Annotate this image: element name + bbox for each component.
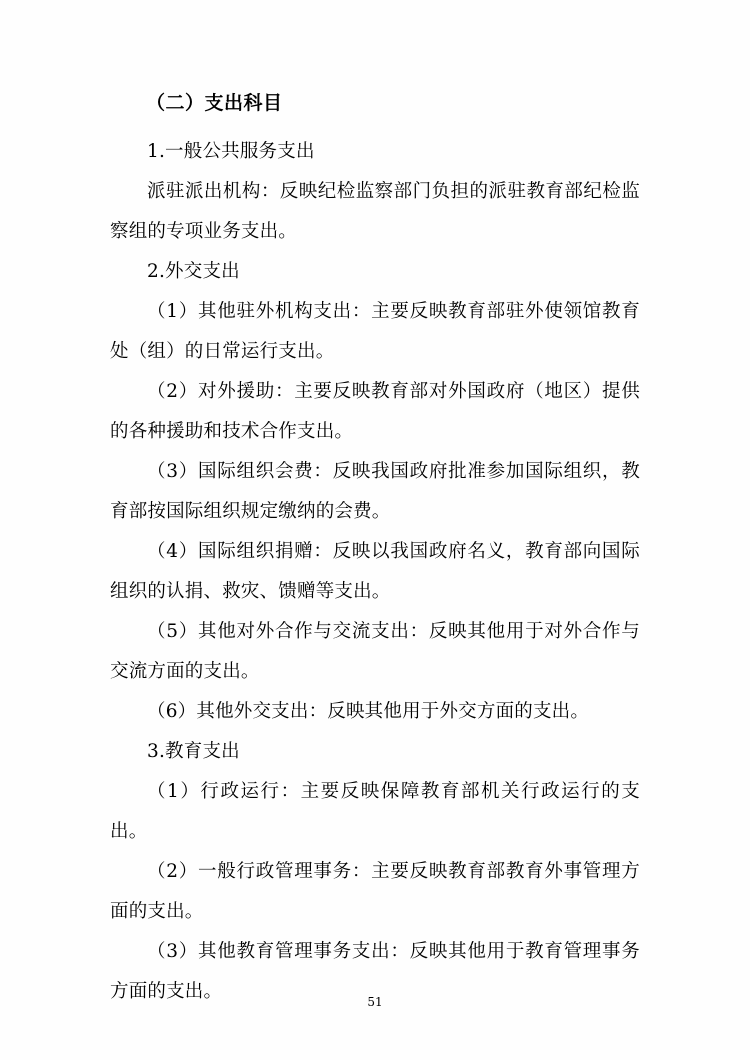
section-heading: （二）支出科目	[146, 92, 283, 114]
paragraph: （2）对外援助：主要反映教育部对外国政府（地区）提供的各种援助和技术合作支出。	[110, 381, 640, 443]
document-body	[110, 88, 640, 1012]
paragraph: 派驻派出机构：反映纪检监察部门负担的派驻教育部纪检监察组的专项业务支出。	[110, 181, 640, 243]
paragraph: （1）行政运行：主要反映保障教育部机关行政运行的支出。	[110, 781, 640, 843]
paragraph: （2）一般行政管理事务：主要反映教育部教育外事管理方面的支出。	[110, 861, 640, 923]
paragraph: （6）其他外交支出：反映其他用于外交方面的支出。	[147, 701, 590, 723]
paragraph: 2.外交支出	[147, 261, 240, 283]
paragraph: （1）其他驻外机构支出：主要反映教育部驻外使领馆教育处（组）的日常运行支出。	[110, 301, 640, 363]
paragraph: 3.教育支出	[147, 741, 240, 763]
paragraph: （3）国际组织会费：反映我国政府批准参加国际组织，教育部按国际组织规定缴纳的会费。	[110, 461, 640, 523]
paragraph: 1.一般公共服务支出	[147, 141, 315, 163]
paragraph: （5）其他对外合作与交流支出：反映其他用于对外合作与交流方面的支出。	[110, 621, 640, 683]
paragraph: （4）国际组织捐赠：反映以我国政府名义，教育部向国际组织的认捐、救灾、馈赠等支出。	[110, 541, 640, 603]
page-number: 51	[367, 995, 383, 1009]
paragraph: （3）其他教育管理事务支出：反映其他用于教育管理事务方面的支出。	[110, 941, 640, 1003]
